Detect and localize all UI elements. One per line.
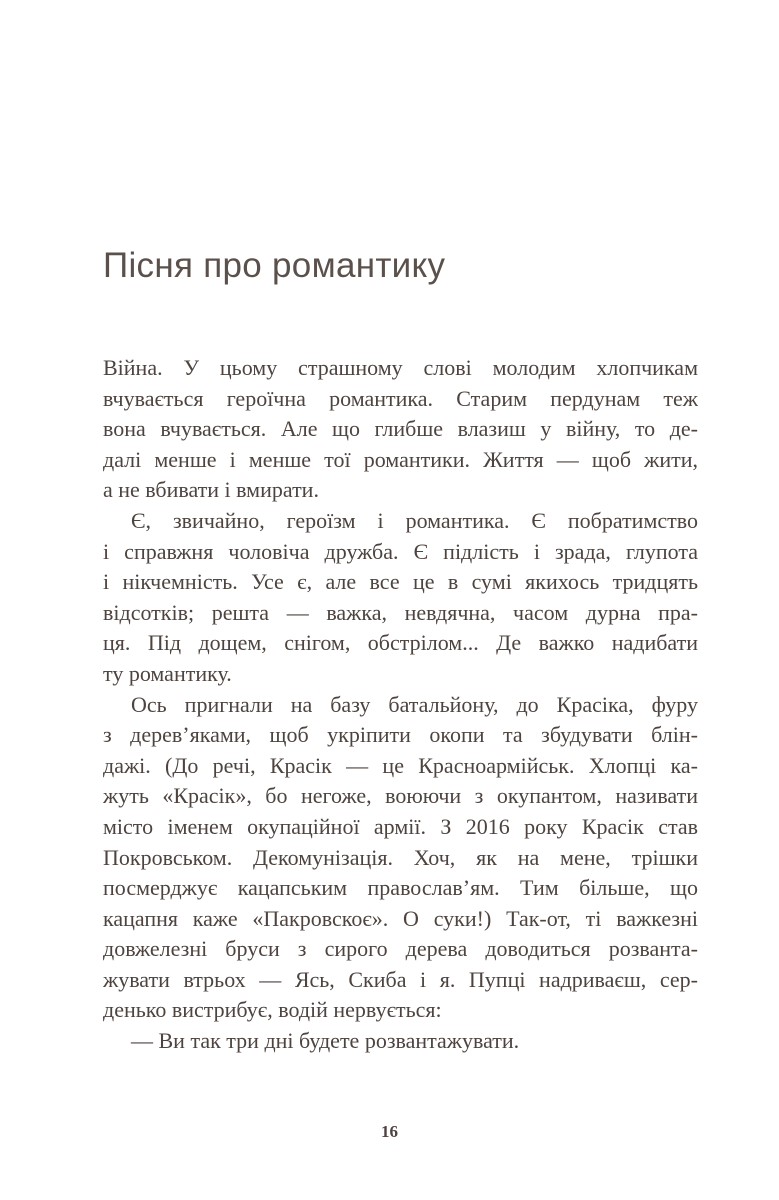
text-line: Ось пригнали на базу батальйону, до Красіка, фуру [131, 691, 698, 717]
text-line: а не вбивати і вмирати. [103, 477, 319, 503]
text-line: відсотків; решта — важка, невдячна, часом дурна пра- [103, 599, 698, 625]
paragraph [103, 506, 698, 690]
page-number: 16 [381, 1122, 398, 1141]
text-line: кацапня каже «Пакровскоє». О суки!) Так-от, ті важкезні [103, 905, 698, 931]
text-line: вона вчувається. Але що глибше влазиш у війну, то де- [103, 416, 698, 442]
text-line: Покровськом. Декомунізація. Хоч, як на мене, трішки [103, 844, 698, 870]
text-line: посмерджує кацапським православ’ям. Тим більше, що [103, 875, 698, 901]
paragraph [103, 690, 698, 1027]
text-line: місто іменем окупаційної армії. З 2016 року Красік став [103, 813, 698, 839]
text-line: довжелезні бруси з сирого дерева доводиться розванта- [103, 936, 698, 962]
paragraph [103, 353, 698, 506]
text-line: і справжня чоловіча дружба. Є підлість і зрада, глупота [103, 538, 698, 564]
text-line: Війна. У цьому страшному слові молодим хлопчикам [103, 355, 698, 380]
text-line: дажі. (До речі, Красік — це Красноармійськ. Хлопці ка- [103, 752, 698, 778]
text-line: жуть «Красік», бо негоже, воюючи з окупантом, називати [103, 783, 698, 809]
text-line: ця. Під дощем, снігом, обстрілом... Де важко надибати [103, 630, 698, 656]
chapter-title: Пісня про романтику [103, 246, 446, 285]
text-line: і нікчемність. Усе є, але все це в сумі якихось тридцять [103, 569, 698, 595]
text-line: — Ви так три дні будете розвантажувати. [131, 1028, 520, 1054]
text-line: Є, звичайно, героїзм і романтика. Є побратимство [131, 507, 698, 533]
paragraph [103, 1026, 698, 1057]
text-line: жувати втрьох — Ясь, Скиба і я. Пупці надриваєш, сер- [103, 966, 698, 992]
body-text [103, 353, 698, 1057]
text-line: ту романтику. [103, 660, 232, 686]
text-line: далі менше і менше тої романтики. Життя — щоб жити, [103, 446, 698, 472]
text-line: денько вистрибує, водій нервується: [103, 997, 442, 1023]
text-line: з дерев’яками, щоб укріпити окопи та збудувати блін- [103, 722, 698, 748]
text-line: вчувається героїчна романтика. Старим пердунам теж [103, 385, 698, 411]
